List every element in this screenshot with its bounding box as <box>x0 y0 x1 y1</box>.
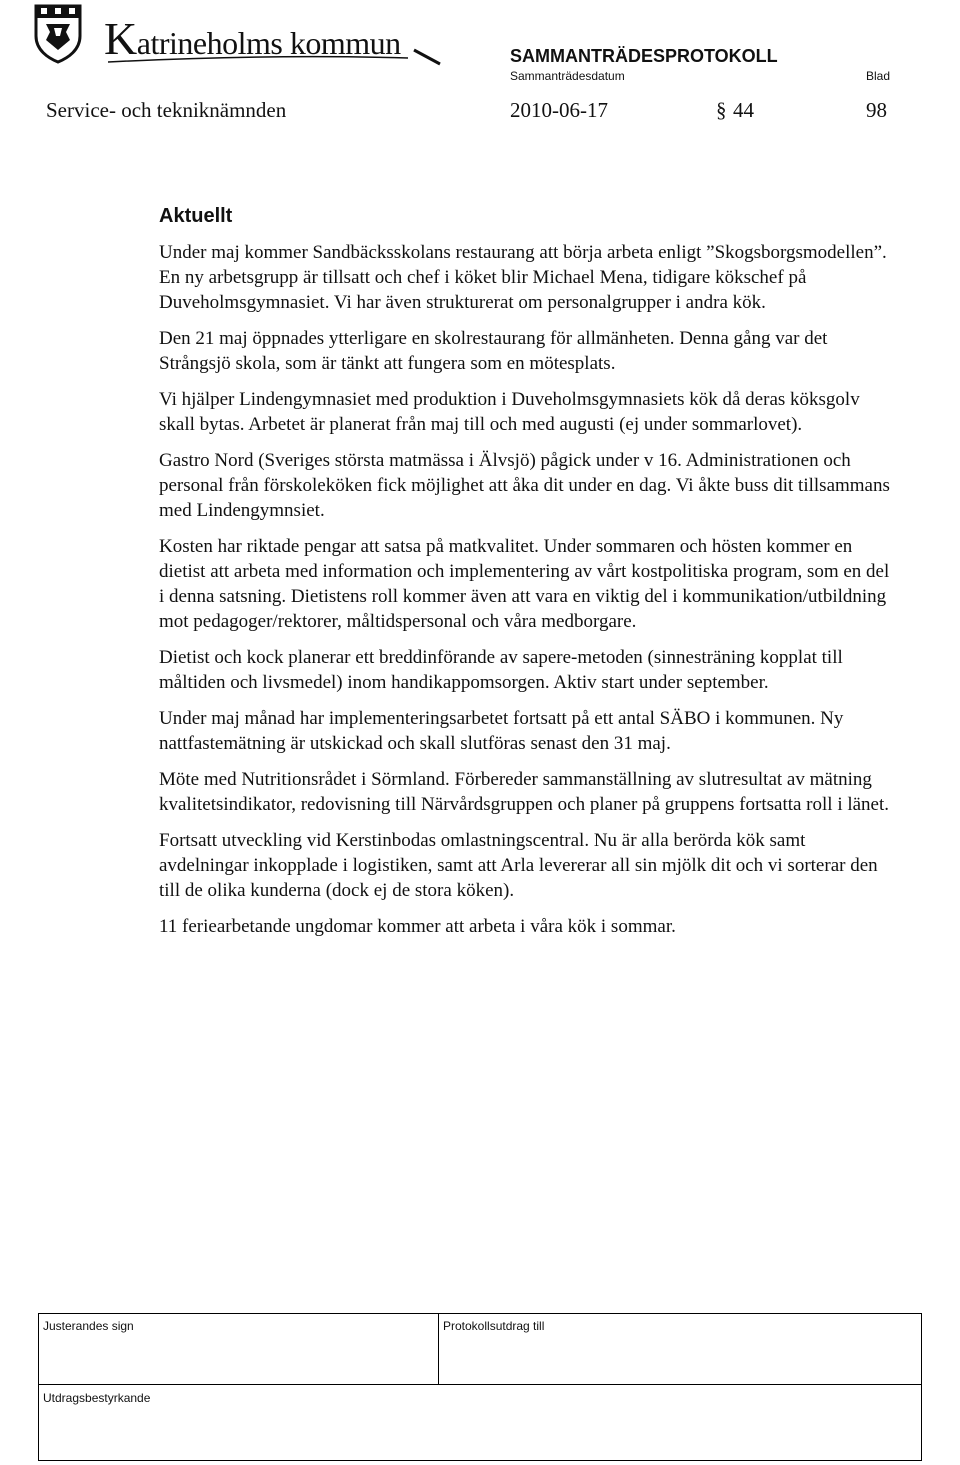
paragraph-5: Kosten har riktade pengar att satsa på matkvalitet. Under sommaren och hösten kommer en dietist att arbeta med information och implementering av vårt kostpolitiska program, som en del i denna satsning. Dietistens roll kommer även att vara en viktig del i kommunikation/utbildning mot pedagoger/rektorer, måltidspersonal och våra medborgare. <box>159 536 890 632</box>
signature-box <box>38 1313 922 1461</box>
paragraph-8: Möte med Nutritionsrådet i Sörmland. Förbereder sammanställning av slutresultat av mätning kvalitetsindikator, redovisning till Närvårdsgruppen och planer på gruppens fortsatta roll i länet. <box>159 769 890 815</box>
footer-divider-horizontal <box>39 1384 921 1385</box>
paragraph-3: Vi hjälper Lindengymnasiet med produktion i Duveholmsgymnasiets kök då deras köksgolv skall bytas. Arbetet är planerat från maj till och med augusti (ej under sommarlovet). <box>159 389 860 435</box>
paragraph-10: 11 feriearbetande ungdomar kommer att arbeta i våra kök i sommar. <box>159 916 676 937</box>
paragraph-1: Under maj kommer Sandbäcksskolans restaurang att börja arbeta enligt ”Skogsborgsmodellen”. En ny arbetsgrupp är tillsatt och chef i köket blir Michael Mena, tidigare kökschef på Duveholmsgymnasiet. Vi har även strukturerat om personalgrupper i andra kök. <box>159 242 887 313</box>
municipality-crest-icon <box>32 2 84 64</box>
page-label: Blad <box>866 69 891 83</box>
protokollsutdrag-label: Protokollsutdrag till <box>443 1319 545 1333</box>
section-number: 44 <box>733 98 754 122</box>
meeting-date: 2010-06-17 <box>510 98 608 122</box>
paragraph-9: Fortsatt utveckling vid Kerstinbodas omlastningscentral. Nu är alla berörda kök samt avdelningar inkopplade i logistiken, samt att Arla levererar all sin mjölk dit och vi sorterar den till de olika kunderna (dock ej de stora köken). <box>159 830 878 901</box>
page-number: 98 <box>866 98 887 122</box>
section-heading: Aktuellt <box>159 205 233 227</box>
paragraph-7: Under maj månad har implementeringsarbetet fortsatt på ett antal SÄBO i kommunen. Ny nattfastemätning är utskickad och skall slutföras senast den 31 maj. <box>159 708 844 754</box>
logo-underline-swoosh <box>108 48 444 66</box>
utdragsbestyrkande-label: Utdragsbestyrkande <box>43 1391 151 1405</box>
protocol-content <box>159 205 899 950</box>
paragraph-2: Den 21 maj öppnades ytterligare en skolrestaurang för allmänheten. Denna gång var det Strångsjö skola, som är tänkt att fungera som en mötesplats. <box>159 328 828 374</box>
footer-divider-vertical <box>438 1314 439 1384</box>
section-symbol: § <box>716 98 727 122</box>
meeting-date-label: Sammanträdesdatum <box>510 69 625 83</box>
paragraph-6: Dietist och kock planerar ett breddinförande av sapere-metoden (sinnesträning kopplat till måltiden och livsmedel) inom handikappomsorgen. Aktiv start under september. <box>159 647 843 693</box>
page-header <box>0 0 960 130</box>
municipality-logo-text: Katrineholms kommun <box>104 13 401 64</box>
committee-name: Service- och tekniknämnden <box>46 98 287 122</box>
paragraph-4: Gastro Nord (Sveriges största matmässa i Älvsjö) pågick under v 16. Administrationen och personal från förskoleköken fick möjlighet att åka dit under en dag. Vi åkte buss dit tillsammans med Lindengymnsiet. <box>159 450 890 521</box>
justerandes-sign-label: Justerandes sign <box>43 1319 134 1333</box>
protocol-title: SAMMANTRÄDESPROTOKOLL <box>510 46 778 66</box>
